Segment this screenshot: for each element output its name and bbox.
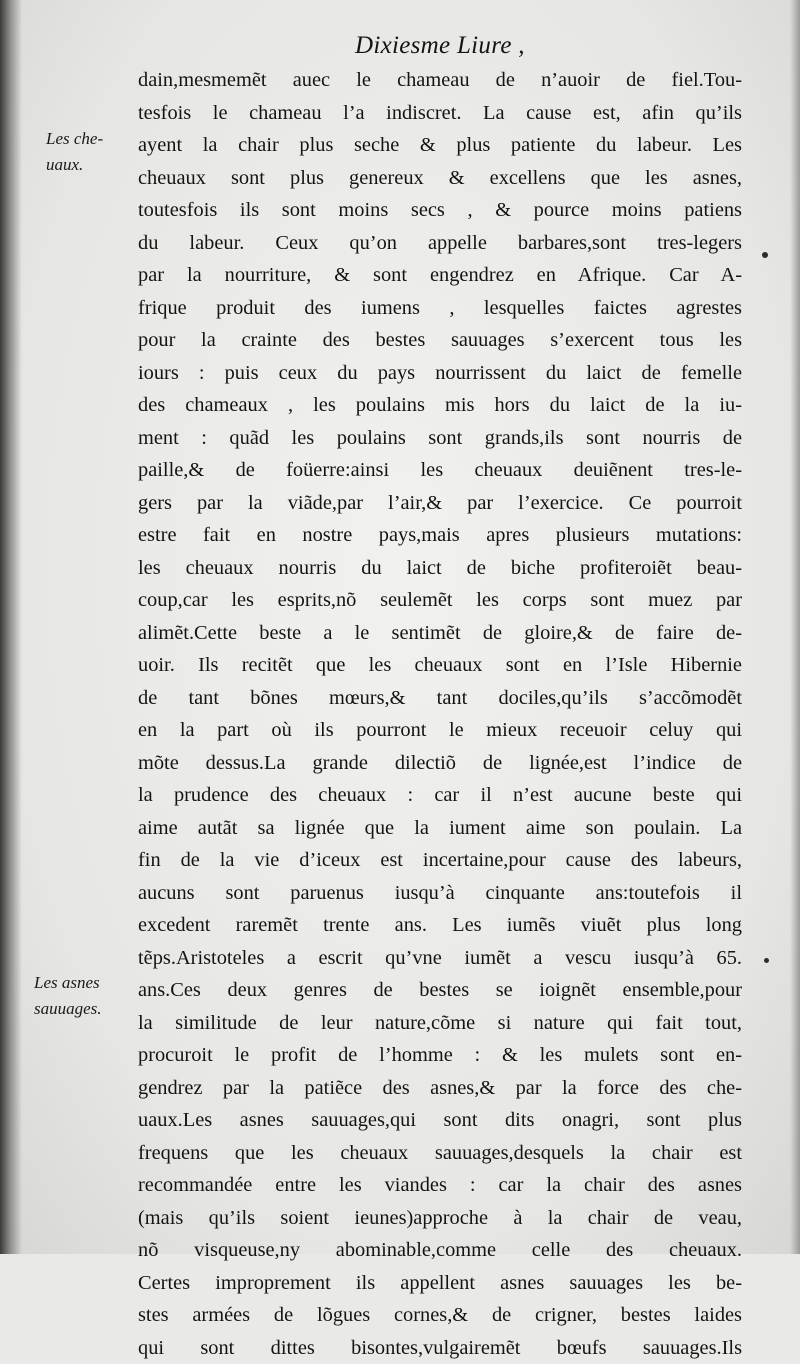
text-line: de tant bõnes mœurs,& tant dociles,qu’ils s’accõmodẽt	[138, 682, 742, 715]
text-line: frique produit des iumens , lesquelles faictes agrestes	[138, 292, 742, 325]
text-line: aucuns sont paruenus iusqu’à cinquante ans:toutefois il	[138, 877, 742, 910]
text-line: excedent raremẽt trente ans. Les iumẽs viuẽt plus long	[138, 909, 742, 942]
text-line: alimẽt.Cette beste a le sentimẽt de gloire,& de faire de-	[138, 617, 742, 650]
margin-note-wild-asses	[34, 970, 102, 1022]
text-line: cheuaux sont plus genereux & excellens que les asnes,	[138, 162, 742, 195]
text-line: aime autãt sa lignée que la iument aime son poulain. La	[138, 812, 742, 845]
text-line: procuroit le profit de l’homme : & les mulets sont en-	[138, 1039, 742, 1072]
margin-note-line: Les asnes	[34, 970, 102, 996]
text-line: frequens que les cheuaux sauuages,desquels la chair est	[138, 1137, 742, 1170]
text-line: la prudence des cheuaux : car il n’est aucune beste qui	[138, 779, 742, 812]
text-line: nõ visqueuse,ny abominable,comme celle des cheuaux.	[138, 1234, 742, 1267]
margin-note-horses	[46, 126, 103, 178]
ink-speck	[764, 958, 769, 963]
text-line: uaux.Les asnes sauuages,qui sont dits onagri, sont plus	[138, 1104, 742, 1137]
text-line: en la part où ils pourront le mieux receuoir celuy qui	[138, 714, 742, 747]
text-line: gers par la viãde,par l’air,& par l’exercice. Ce pourroit	[138, 487, 742, 520]
text-line: des chameaux , les poulains mis hors du laict de la iu-	[138, 389, 742, 422]
text-line: recommandée entre les viandes : car la chair des asnes	[138, 1169, 742, 1202]
text-line: du labeur. Ceux qu’on appelle barbares,sont tres-legers	[138, 227, 742, 260]
text-line: gendrez par la patiẽce des asnes,& par la force des che-	[138, 1072, 742, 1105]
margin-note-line: Les che-	[46, 126, 103, 152]
running-header: Dixiesme Liure ,	[355, 32, 525, 60]
text-line: les cheuaux nourris du laict de biche profiteroiẽt beau-	[138, 552, 742, 585]
text-line: coup,car les esprits,nõ seulemẽt les corps sont muez par	[138, 584, 742, 617]
margin-note-line: sauuages.	[34, 996, 102, 1022]
text-line: tesfois le chameau l’a indiscret. La cause est, afin qu’ils	[138, 97, 742, 130]
text-line: fin de la vie d’iceux est incertaine,pour cause des labeurs,	[138, 844, 742, 877]
body-text	[138, 64, 742, 1364]
text-line: estre fait en nostre pays,mais apres plusieurs mutations:	[138, 519, 742, 552]
text-line: par la nourriture, & sont engendrez en Afrique. Car A-	[138, 259, 742, 292]
text-line: dain,mesmemẽt auec le chameau de n’auoir de fiel.Tou-	[138, 64, 742, 97]
text-line: ayent la chair plus seche & plus patiente du labeur. Les	[138, 129, 742, 162]
text-line: iours : puis ceux du pays nourrissent du laict de femelle	[138, 357, 742, 390]
ink-speck	[762, 252, 768, 258]
text-line: Certes improprement ils appellent asnes sauuages les be-	[138, 1267, 742, 1300]
text-line: mõte dessus.La grande dilectiõ de lignée,est l’indice de	[138, 747, 742, 780]
binding-shadow	[0, 0, 22, 1254]
text-line: qui sont dittes bisontes,vulgairemẽt bœufs sauuages.Ils	[138, 1332, 742, 1364]
text-line: tẽps.Aristoteles a escrit qu’vne iumẽt a vescu iusqu’à 65.	[138, 942, 742, 975]
text-line: stes armées de lõgues cornes,& de crigner, bestes laides	[138, 1299, 742, 1332]
text-line: ment : quãd les poulains sont grands,ils sont nourris de	[138, 422, 742, 455]
margin-note-line: uaux.	[46, 152, 103, 178]
text-line: paille,& de foüerre:ainsi les cheuaux deuiẽnent tres-le-	[138, 454, 742, 487]
text-line: (mais qu’ils soient ieunes)approche à la chair de veau,	[138, 1202, 742, 1235]
text-line: la similitude de leur nature,cõme si nature qui fait tout,	[138, 1007, 742, 1040]
edge-shadow	[790, 0, 800, 1254]
text-line: uoir. Ils recitẽt que les cheuaux sont en l’Isle Hibernie	[138, 649, 742, 682]
text-line: toutesfois ils sont moins secs , & pource moins patiens	[138, 194, 742, 227]
text-line: ans.Ces deux genres de bestes se ioignẽt ensemble,pour	[138, 974, 742, 1007]
text-line: pour la crainte des bestes sauuages s’exercent tous les	[138, 324, 742, 357]
